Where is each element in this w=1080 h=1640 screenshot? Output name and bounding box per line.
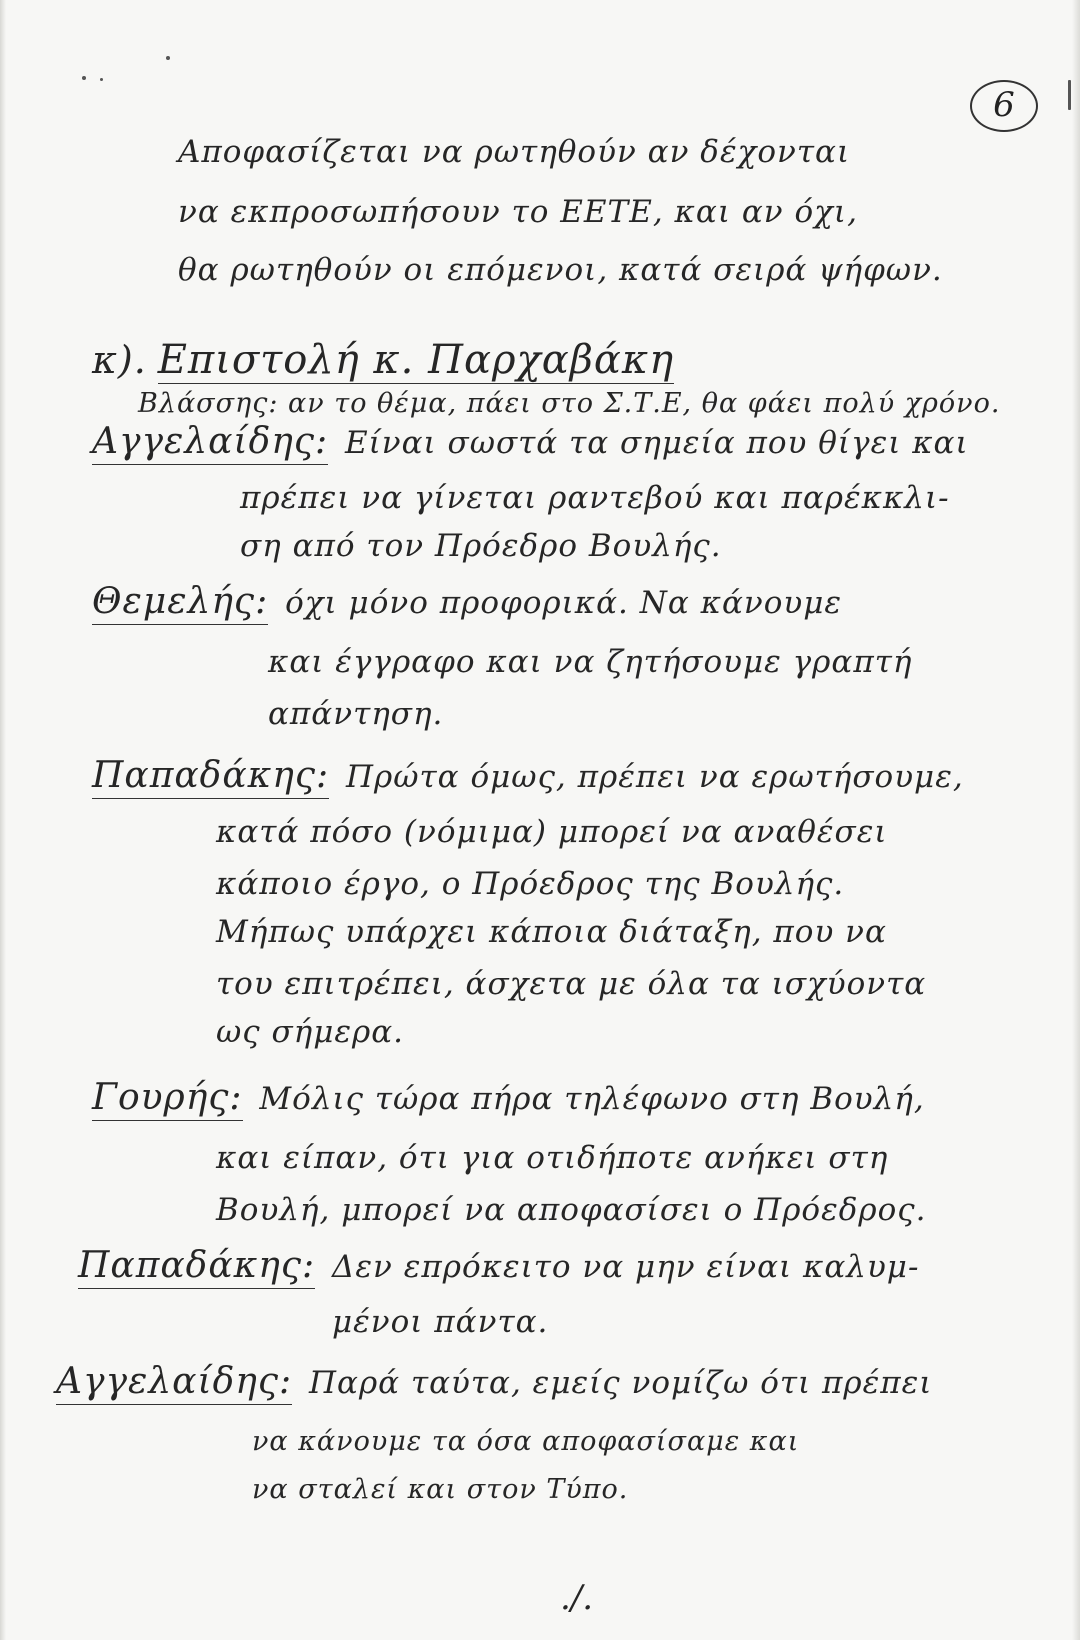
speaker-name: Παπαδάκης: — [78, 1246, 315, 1289]
scan-edge-right — [1072, 0, 1080, 1640]
text-line: αν το θέμα, πάει στο Σ.Τ.Ε, θα φάει πολύ χρόνο. — [288, 388, 1001, 419]
scan-speck — [82, 76, 86, 80]
text-line: πρέπει να γίνεται ραντεβού και παρέκκλι- — [240, 480, 950, 516]
text-line: ως σήμερα. — [216, 1014, 405, 1050]
speaker-name: Παπαδάκης: — [92, 756, 329, 799]
text-line: ση από τον Πρόεδρο Βουλής. — [240, 528, 722, 564]
text-line: να σταλεί και στον Τύπο. — [252, 1474, 629, 1505]
scan-speck — [100, 78, 103, 81]
end-mark: ./. — [560, 1578, 594, 1618]
text-line: Βουλή, μπορεί να αποφασίσει ο Πρόεδρος. — [216, 1192, 927, 1228]
speaker-name: Θεμελής: — [92, 582, 268, 625]
agenda-label: κ). — [92, 338, 147, 382]
text-line: κάποιο έργο, ο Πρόεδρος της Βουλής. — [216, 866, 845, 902]
speaker-name: Αγγελαίδης: — [56, 1362, 292, 1405]
speaker-line — [92, 582, 842, 625]
text-line: Πρώτα όμως, πρέπει να ερωτήσουμε, — [346, 759, 964, 795]
text-line: απάντηση. — [268, 696, 444, 732]
text-line: και έγγραφο και να ζητήσουμε γραπτή — [268, 644, 913, 680]
text-line: να εκπροσωπήσουν το ΕΕΤΕ, και αν όχι, — [178, 194, 858, 230]
speaker-line — [92, 1078, 925, 1121]
speaker-line — [92, 756, 964, 799]
text-line: μένοι πάντα. — [332, 1304, 549, 1340]
text-line: Παρά ταύτα, εμείς νομίζω ότι πρέπει — [308, 1365, 933, 1401]
speaker-name: Γουρής: — [92, 1078, 243, 1121]
text-line: Αποφασίζεται να ρωτηθούν αν δέχονται — [178, 134, 851, 170]
speaker-line — [78, 1246, 919, 1289]
page-number: 6 — [970, 80, 1038, 132]
scan-speck — [1068, 80, 1071, 110]
text-line: και είπαν, ότι για οτιδήποτε ανήκει στη — [216, 1140, 889, 1176]
text-line: Είναι σωστά τα σημεία που θίγει και — [344, 425, 969, 461]
text-line: Μήπως υπάρχει κάποια διάταξη, που να — [216, 914, 887, 950]
text-line: κατά πόσο (νόμιμα) μπορεί να αναθέσει — [216, 814, 888, 850]
speaker-line — [56, 1362, 932, 1405]
text-line: Δεν επρόκειτο να μην είναι καλυμ- — [332, 1249, 920, 1285]
agenda-title: Επιστολή κ. Παρχαβάκη — [157, 337, 675, 383]
text-line: Μόλις τώρα πήρα τηλέφωνο στη Βουλή, — [259, 1081, 925, 1117]
text-line: όχι μόνο προφορικά. Να κάνουμε — [285, 585, 843, 621]
speaker-name: Αγγελαίδης: — [92, 422, 328, 465]
agenda-heading — [92, 337, 675, 383]
speaker-line — [138, 384, 1000, 424]
text-line: του επιτρέπει, άσχετα με όλα τα ισχύοντα — [216, 966, 927, 1002]
scan-speck — [166, 56, 170, 60]
scan-edge-left — [0, 0, 6, 1640]
speaker-line — [92, 422, 969, 465]
speaker-name: Βλάσσης: — [138, 388, 279, 419]
text-line: θα ρωτηθούν οι επόμενοι, κατά σειρά ψήφων. — [178, 252, 943, 288]
text-line: να κάνουμε τα όσα αποφασίσαμε και — [252, 1426, 800, 1457]
